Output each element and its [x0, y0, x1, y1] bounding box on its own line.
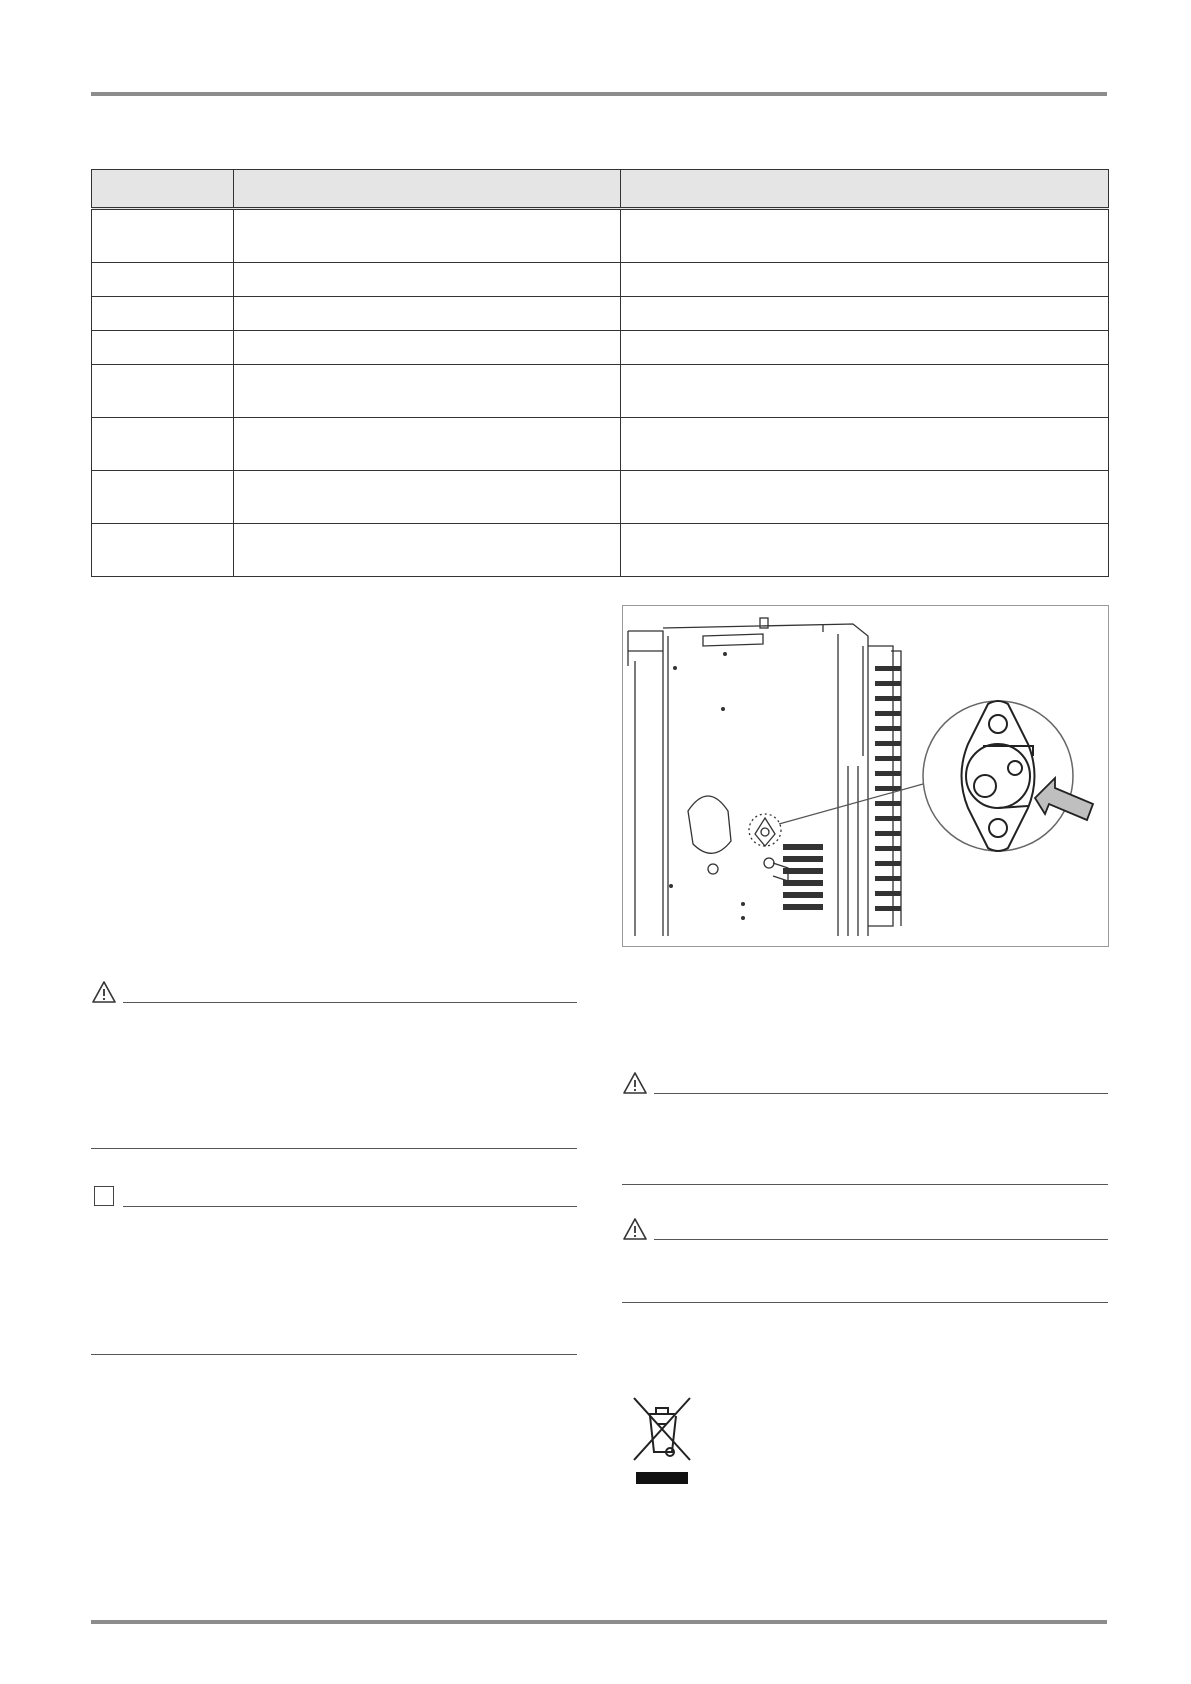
table-cell: [92, 471, 234, 524]
header-rule: [91, 92, 1107, 96]
table-cell: [621, 418, 1109, 471]
table-cell: [621, 209, 1109, 263]
table-cell: [92, 209, 234, 263]
table-cell: [234, 524, 621, 577]
table-row: [92, 209, 1109, 263]
notice-header-rule: [123, 1206, 577, 1207]
table-header-cell: [234, 170, 621, 209]
table-cell: [92, 297, 234, 331]
table-row: [92, 471, 1109, 524]
table-cell: [234, 331, 621, 365]
table-cell: [621, 331, 1109, 365]
warning-triangle-icon: [622, 1071, 648, 1095]
table-row: [92, 418, 1109, 471]
table-cell: [621, 297, 1109, 331]
warning-triangle-icon: [91, 980, 117, 1004]
table-cell: [234, 471, 621, 524]
table-cell: [234, 297, 621, 331]
table-cell: [234, 209, 621, 263]
reset-thermostat-illustration: [623, 606, 1108, 946]
warning-triangle-icon: [622, 1217, 648, 1241]
table-cell: [621, 365, 1109, 418]
table-row: [92, 263, 1109, 297]
info-notice: [91, 1184, 577, 1356]
warning-notice: [622, 1217, 1108, 1305]
table-row: [92, 297, 1109, 331]
notice-end-rule: [91, 1148, 577, 1149]
warning-notice: [91, 980, 577, 1150]
table-cell: [92, 263, 234, 297]
table-header-row: [92, 170, 1109, 209]
notice-header-rule: [123, 1002, 577, 1003]
table-header-cell: [621, 170, 1109, 209]
specification-table: [91, 169, 1109, 577]
notice-end-rule: [91, 1354, 577, 1355]
table-cell: [92, 418, 234, 471]
table-row: [92, 524, 1109, 577]
table-cell: [621, 471, 1109, 524]
table-cell: [621, 263, 1109, 297]
table-cell: [92, 524, 234, 577]
table-header-cell: [92, 170, 234, 209]
table-row: [92, 365, 1109, 418]
table-row: [92, 331, 1109, 365]
table-cell: [92, 365, 234, 418]
footer-rule: [91, 1620, 1107, 1624]
warning-notice: [622, 1071, 1108, 1187]
table-cell: [92, 331, 234, 365]
table-cell: [234, 365, 621, 418]
table-cell: [234, 263, 621, 297]
notice-header-rule: [654, 1239, 1108, 1240]
notice-end-rule: [622, 1302, 1108, 1303]
info-square-icon: [94, 1186, 114, 1206]
notice-header-rule: [654, 1093, 1108, 1094]
thermostat-figure: [622, 605, 1109, 947]
table-cell: [234, 418, 621, 471]
weee-crossed-bin-icon: [630, 1394, 694, 1488]
table-cell: [621, 524, 1109, 577]
notice-end-rule: [622, 1184, 1108, 1185]
